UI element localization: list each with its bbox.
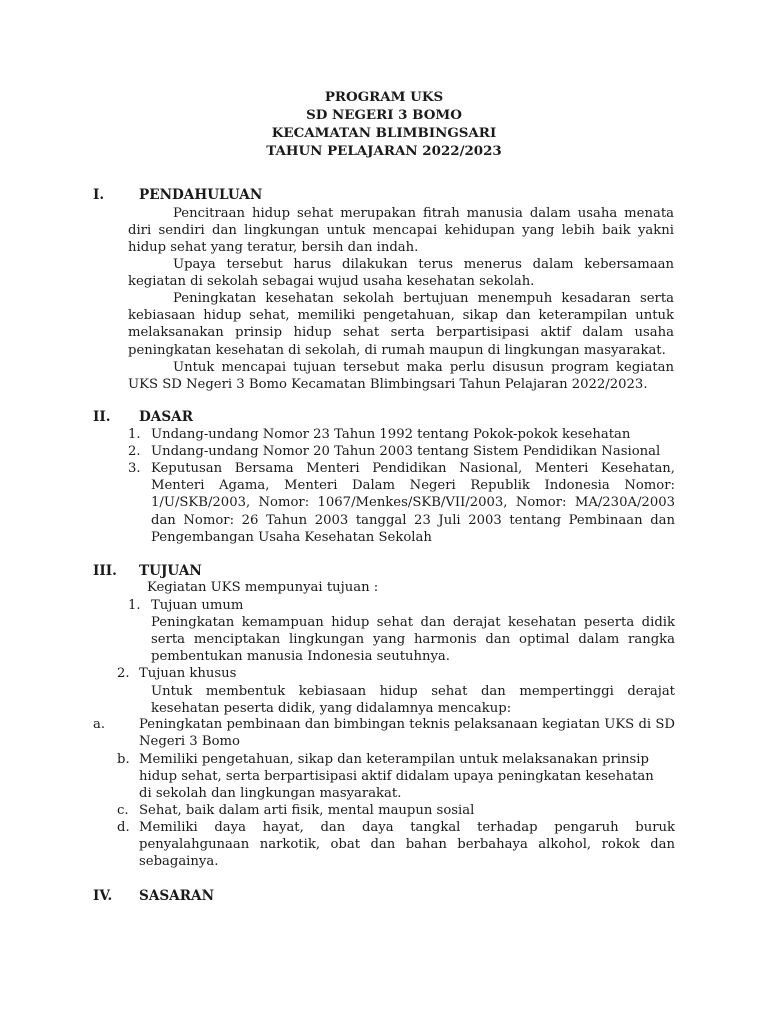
paragraph [128,359,674,393]
paragraph [128,256,674,290]
list-text: Peningkatan pembinaan dan bimbingan teknis pelaksanaan kegiatan UKS di SD Negeri 3 Bomo [139,717,675,750]
tujuan-intro: Kegiatan UKS mempunyai tujuan : [147,580,379,595]
list-marker: 2. [117,666,130,681]
list-marker: a. [93,717,106,732]
paragraph-text: Untuk mencapai tujuan tersebut maka perlu disusun program kegiatan UKS SD Negeri 3 Bomo Kecamatan Blimbingsari Tahun Pelajaran 2022/2023. [128,360,674,393]
list-text: Keputusan Bersama Menteri Pendidikan Nasional, Menteri Kesehatan, Menteri Agama, Menteri Dalam Negeri Republik Indonesia Nomor: 1/U/SKB/2003, Nomor: 1067/Menkes/SKB/VII/2003, Nomor: MA/230A/2003 dan Nomor: 26 Tahun 2003 tanggal 23 Juli 2003 tentang Pembinaan dan Pengembangan Usaha Kesehatan Sekolah [151,461,675,545]
title-line-3: KECAMATAN BLIMBINGSARI [271,125,497,141]
document-title [0,88,768,160]
list-text: Memiliki daya hayat, dan daya tangkal terhadap pengaruh buruk penyalahgunaan narkotik, obat dan bahan berbahaya alkohol, rokok dan sebagainya. [139,820,675,870]
list-marker: d. [117,820,130,835]
paragraph [128,205,674,257]
section-name: SASARAN [139,888,214,904]
list-text: Undang-undang Nomor 20 Tahun 2003 tentang Sistem Pendidikan Nasional [151,444,661,459]
title-line-4: TAHUN PELAJARAN 2022/2023 [266,143,502,159]
section-number: II. [93,409,111,425]
paragraph-text: Pencitraan hidup sehat merupakan fitrah manusia dalam usaha menata diri sendiri dan lingkungan untuk mencapai kehidupan yang lebih baik yakni hidup sehat yang teratur, bersih dan indah. [128,206,674,256]
tujuan-umum-label: Tujuan umum [151,598,244,613]
list-marker: 1. [128,598,141,613]
section-number: I. [93,187,105,203]
title-line-1: PROGRAM UKS [324,89,444,105]
list-text: Sehat, baik dalam arti fisik, mental maupun sosial [139,803,475,818]
list-marker: b. [117,752,130,767]
title-line-2: SD NEGERI 3 BOMO [306,107,462,123]
section-number: IV. [93,888,113,904]
section-name: PENDAHULUAN [139,187,263,203]
paragraph [128,290,674,359]
tujuan-khusus-label: Tujuan khusus [139,666,237,681]
tujuan-umum-text: Peningkatan kemampuan hidup sehat dan derajat kesehatan peserta didik serta menciptakan lingkungan yang harmonis dan optimal dalam rangka pembentukan manusia Indonesia seutuhnya. [151,615,675,665]
paragraph-text: Upaya tersebut harus dilakukan terus menerus dalam kebersamaan kegiatan di sekolah sebagai wujud usaha kesehatan sekolah. [128,257,674,290]
paragraph-text: Peningkatan kesehatan sekolah bertujuan menempuh kesadaran serta kebiasaan hidup sehat, memiliki pengetahuan, sikap dan keterampilan untuk melaksanakan prinsip hidup sehat serta berpartisipasi aktif dalam usaha peningkatan kesehatan di sekolah, di rumah maupun di lingkungan masyarakat. [128,291,674,358]
list-marker: 2. [128,444,141,459]
list-marker: 3. [128,461,141,476]
tujuan-khusus-text: Untuk membentuk kebiasaan hidup sehat dan mempertinggi derajat kesehatan peserta didik, yang didalamnya mencakup: [151,684,675,717]
section-number: III. [93,563,117,579]
list-text: Undang-undang Nomor 23 Tahun 1992 tentang Pokok-pokok kesehatan [151,427,631,442]
list-marker: c. [117,803,129,818]
section-name: TUJUAN [139,563,202,579]
section-name: DASAR [139,409,193,425]
list-text: Memiliki pengetahuan, sikap dan keterampilan untuk melaksanakan prinsip hidup sehat, serta berpartisipasi aktif didalam upaya peningkatan kesehatan di sekolah dan lingkungan masyarakat. [139,752,654,802]
list-marker: 1. [128,427,141,442]
